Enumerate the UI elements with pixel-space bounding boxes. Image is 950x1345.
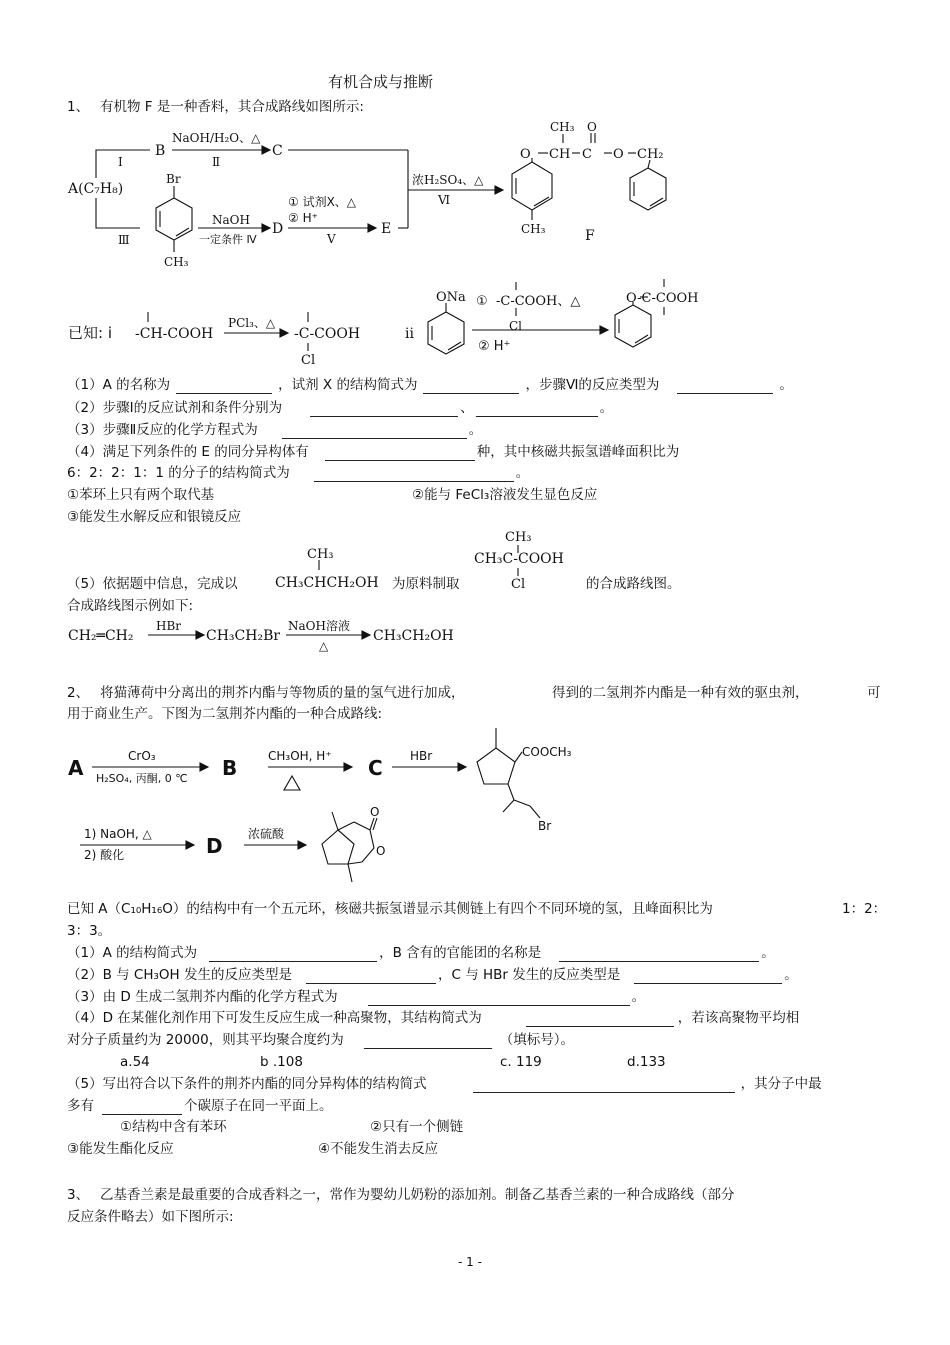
q2-stem-c: 可 — [867, 685, 881, 701]
q1-condition-3: ③能发生水解反应和银镜反应 — [67, 509, 242, 525]
q2-part-3: （3）由 D 生成二氢荆芥内酯的化学方程式为 。 — [67, 989, 646, 1005]
f-carbonyl-c: C — [582, 147, 592, 162]
answer-blank[interactable] — [306, 969, 436, 984]
q2-reagent-2: CH₃OH, H⁺ — [268, 749, 332, 763]
step-4-reagent: NaOH — [212, 213, 250, 227]
q2-reagent-4a: 1) NaOH, △ — [84, 827, 152, 841]
q1-part-5-c: 的合成路线图。 — [586, 576, 681, 592]
q2-condition-2: ②只有一个侧链 — [370, 1119, 464, 1135]
f-carbonyl-o: O — [587, 120, 597, 134]
q2-known-b: 1：2： — [842, 901, 887, 917]
example-ethylene: CH₂═CH₂ — [68, 628, 134, 644]
q1-part-5-a: （5）依据题中信息，完成以 — [67, 576, 238, 592]
known-ii-cl: Cl — [509, 319, 523, 333]
q2-number: 2、 — [67, 685, 90, 701]
q2-compound-d: D — [206, 834, 223, 858]
methyl-label: CH₃ — [164, 255, 189, 269]
compound-f: F — [585, 228, 595, 244]
q2-compound-a: A — [68, 756, 84, 780]
option-d[interactable]: d.133 — [627, 1054, 666, 1070]
lactone-carbonyl-o: O — [370, 805, 380, 819]
compound-d: D — [272, 221, 284, 237]
q2-stem-d: 用于商业生产。下图为二氢荆芥内酯的一种合成路线: — [67, 706, 383, 722]
compound-b: B — [155, 143, 166, 159]
q1-part-5-d: 合成路线图示例如下: — [67, 598, 194, 614]
page-title: 有机合成与推断 — [328, 73, 434, 91]
q3-stem-b: 反应条件略去）如下图所示: — [67, 1209, 234, 1225]
q3-number: 3、 — [67, 1187, 90, 1203]
example-ethanol: CH₃CH₂OH — [373, 628, 454, 644]
compound-c: C — [272, 143, 283, 159]
q2-part-5-cont: 多有 个碳原子在同一平面上。 — [67, 1098, 333, 1114]
q2-compound-c: C — [368, 756, 383, 780]
q2-known-c: 3：3。 — [67, 923, 112, 939]
q2-part-4: （4）D 在某催化剂作用下可发生反应生成一种高聚物，其结构简式为 ，若该高聚物平均相 — [67, 1010, 800, 1026]
step-2: Ⅱ — [212, 155, 221, 169]
step-4-condition: 一定条件 Ⅳ — [199, 233, 257, 246]
product-cl: Cl — [511, 577, 526, 592]
bromo-label: Br — [166, 172, 181, 186]
q1-part-5-b: 为原料制取 — [392, 576, 460, 592]
q1-part-3: （3）步骤Ⅱ反应的化学方程式为 。 — [67, 422, 483, 438]
known-i-cl: Cl — [301, 353, 316, 368]
q1-stem: 有机物 F 是一种香料，其合成路线如图所示: — [100, 99, 364, 115]
compound-a: A(C₇H₈) — [68, 181, 124, 197]
known-label: 已知: i — [68, 324, 112, 342]
known-ii-r2: ② H⁺ — [478, 339, 511, 354]
known-ii-r1: -C-COOH、△ — [496, 294, 581, 309]
page-number: - 1 - — [458, 1255, 482, 1269]
example-bromoethane: CH₃CH₂Br — [206, 628, 281, 644]
q2-br: Br — [538, 819, 552, 833]
q2-condition-3: ③能发生酯化反应 — [67, 1141, 174, 1157]
step-5-reagent-2: ② H⁺ — [288, 211, 318, 225]
f-methyl-top: CH₃ — [550, 120, 575, 134]
option-b[interactable]: b .108 — [260, 1054, 303, 1070]
known-i-reagent: PCl₃、△ — [228, 316, 276, 330]
step-5: Ⅴ — [327, 232, 336, 246]
example-reagent-hbr: HBr — [156, 619, 182, 633]
option-a[interactable]: a.54 — [120, 1054, 150, 1070]
known-ii-product: O-C-COOH — [626, 291, 699, 306]
answer-blank[interactable] — [559, 947, 759, 962]
q2-reagent-4b: 2) 酸化 — [84, 848, 125, 862]
answer-blank[interactable] — [364, 1034, 492, 1049]
q2-part-5: （5）写出符合以下条件的荆芥内酯的同分异构体的结构简式 ，其分子中最 — [67, 1076, 822, 1092]
q1-number: 1、 — [67, 99, 90, 115]
q2-part-4-cont: 对分子质量约为 20000，则其平均聚合度约为 （填标号）。 — [67, 1032, 574, 1048]
material-formula: CH₃CHCH₂OH — [275, 575, 379, 591]
compound-e: E — [381, 221, 392, 237]
q2-reagent-5: 浓硫酸 — [248, 827, 285, 841]
step-5-reagent-1: ① 试剂X、△ — [288, 195, 357, 209]
q2-part-2: （2）B 与 CH₃OH 发生的反应类型是 ，C 与 HBr 发生的反应类型是 。 — [67, 967, 798, 983]
q2-condition-1: ①结构中含有苯环 — [120, 1119, 227, 1135]
q2-compound-b: B — [222, 756, 238, 780]
option-c[interactable]: c. 119 — [500, 1054, 542, 1070]
example-reagent-naoh: NaOH溶液 — [288, 619, 350, 633]
q1-part-1: （1）A 的名称为 ，试剂 X 的结构简式为 ，步骤Ⅵ的反应类型为 。 — [67, 377, 793, 393]
f-oxygen-2: O — [613, 147, 624, 162]
f-oxygen-1: O — [520, 147, 531, 162]
q1-part-4: （4）满足下列条件的 E 的同分异构体有 种，其中核磁共振氢谱峰面积比为 — [67, 444, 680, 460]
q3-stem-a: 乙基香兰素是最重要的合成香料之一，常作为婴幼儿奶粉的添加剂。制备乙基香兰素的一种合成路线（部分 — [100, 1187, 735, 1203]
f-ch2: CH₂ — [637, 147, 664, 162]
reagent-1: NaOH/H₂O、△ — [172, 131, 261, 145]
q1-part-2: （2）步骤Ⅰ的反应试剂和条件分别为 、 。 — [67, 400, 614, 416]
known-i-product: -C-COOH — [294, 326, 361, 342]
known-ii-ona: ONa — [436, 290, 466, 305]
step-3: Ⅲ — [118, 233, 130, 247]
known-ii-label: ii — [405, 326, 414, 342]
answer-blank[interactable] — [102, 1100, 182, 1115]
q2-condition-4: ④不能发生消去反应 — [318, 1141, 439, 1157]
step-6: Ⅵ — [438, 193, 451, 207]
example-reagent-heat: △ — [319, 639, 329, 653]
product-methyl: CH₃ — [505, 530, 532, 545]
q1-part-4-cont: 6：2：2：1：1 的分子的结构简式为 。 — [67, 465, 530, 481]
q2-condition-1: H₂SO₄, 丙酮, 0 ℃ — [96, 772, 188, 785]
product-formula: CH₃C-COOH — [474, 551, 564, 567]
q2-cooch3: COOCH₃ — [522, 745, 572, 759]
step-1: Ⅰ — [118, 155, 123, 169]
q1-condition-2: ②能与 FeCl₃溶液发生显色反应 — [412, 487, 598, 503]
known-i-reactant: -CH-COOH — [135, 326, 214, 342]
lactone-ring-o: O — [376, 844, 386, 858]
q2-reagent-1: CrO₃ — [128, 749, 156, 763]
answer-blank[interactable] — [526, 1012, 674, 1027]
answer-blank[interactable] — [634, 969, 782, 984]
answer-blank[interactable] — [209, 947, 377, 962]
material-methyl: CH₃ — [307, 547, 334, 562]
known-ii-r1-num: ① — [476, 294, 488, 309]
answer-blank[interactable] — [368, 991, 630, 1006]
q1-condition-1: ①苯环上只有两个取代基 — [67, 487, 215, 503]
q2-reagent-3: HBr — [410, 749, 433, 763]
f-ch: CH — [549, 147, 571, 162]
q2-part-1: （1）A 的结构简式为 ，B 含有的官能团的名称是 。 — [67, 945, 775, 961]
q2-stem-b: 得到的二氢荆芥内酯是一种有效的驱虫剂， — [552, 685, 809, 701]
q2-stem-a: 将猫薄荷中分离出的荆芥内酯与等物质的量的氢气进行加成， — [100, 685, 465, 701]
q2-known-a: 已知 A（C₁₀H₁₆O）的结构中有一个五元环，核磁共振氢谱显示其侧链上有四个不同环境的氢，且峰面积比为 — [67, 901, 713, 917]
answer-blank[interactable] — [473, 1078, 735, 1093]
step-6-reagent: 浓H₂SO₄、△ — [412, 173, 484, 187]
f-methyl-bottom: CH₃ — [521, 222, 546, 236]
